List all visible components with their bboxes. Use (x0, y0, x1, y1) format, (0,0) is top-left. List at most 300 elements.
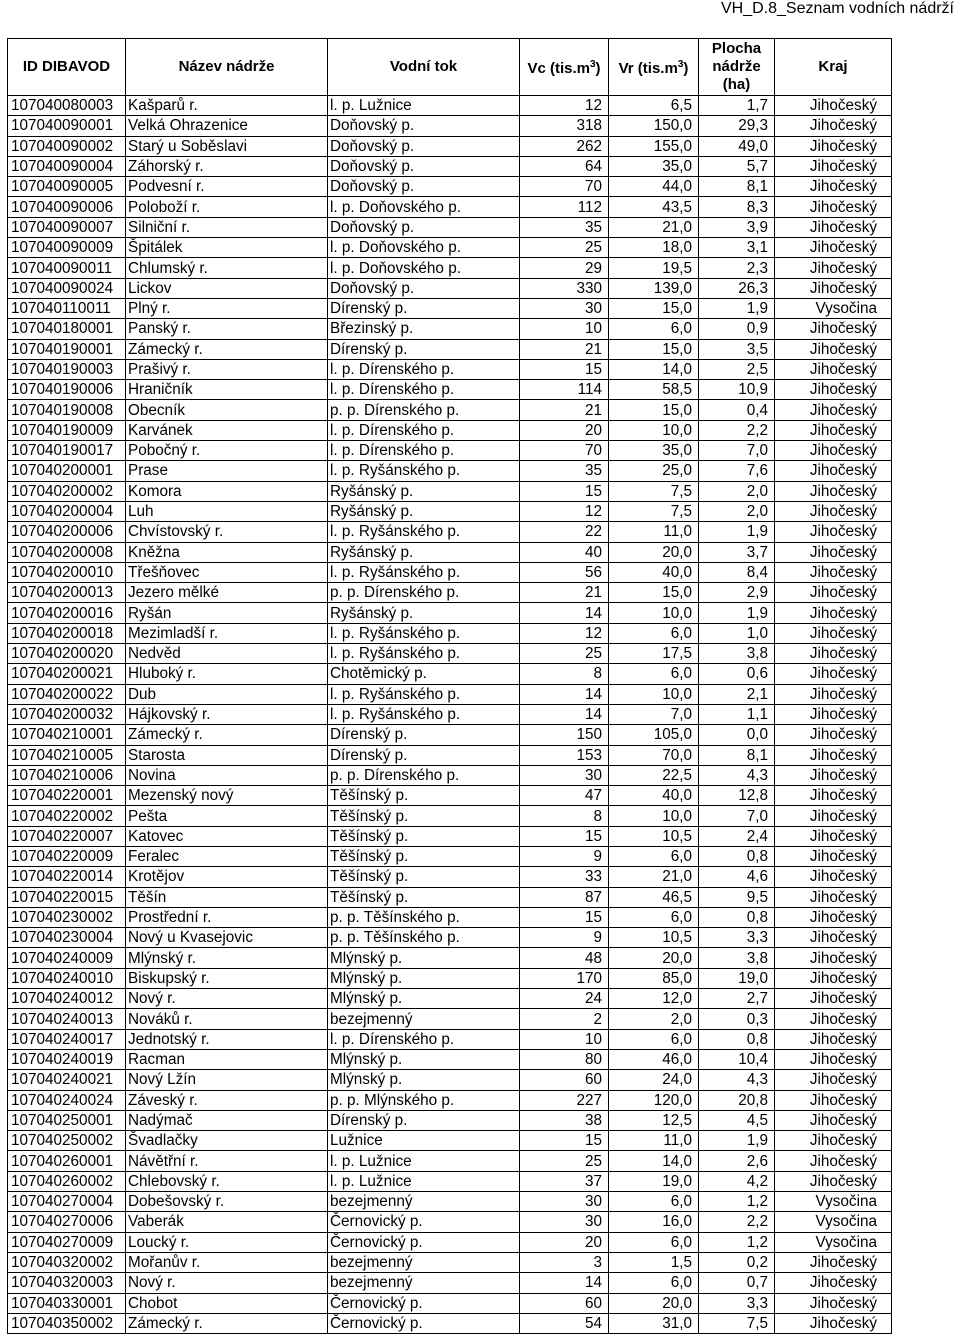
cell-region: Jihočeský (775, 664, 892, 684)
cell-name: Hluboký r. (126, 664, 328, 684)
table-row (8, 380, 892, 400)
cell-name: Chlebovský r. (126, 1171, 328, 1191)
cell-region: Jihočeský (775, 887, 892, 907)
cell-stream: Ryšánský p. (328, 481, 520, 501)
cell-stream: Doňovský p. (328, 136, 520, 156)
cell-vr: 7,0 (609, 704, 699, 724)
cell-name: Nový Lžín (126, 1070, 328, 1090)
cell-name: Špitálek (126, 238, 328, 258)
cell-area: 2,9 (699, 583, 775, 603)
cell-vc: 12 (520, 501, 609, 521)
cell-vr: 10,0 (609, 684, 699, 704)
cell-region: Jihočeský (775, 197, 892, 217)
cell-stream: Dírenský p. (328, 339, 520, 359)
cell-id: 107040200032 (8, 704, 126, 724)
cell-vc: 56 (520, 562, 609, 582)
cell-area: 9,5 (699, 887, 775, 907)
cell-name: Poloboží r. (126, 197, 328, 217)
cell-region: Jihočeský (775, 1110, 892, 1130)
cell-region: Jihočeský (775, 501, 892, 521)
column-header-vc: Vc $(tis.m^3)$ (520, 39, 609, 96)
table-row (8, 583, 892, 603)
cell-id: 107040250002 (8, 1131, 126, 1151)
cell-area: 1,2 (699, 1232, 775, 1252)
cell-region: Jihočeský (775, 1293, 892, 1313)
cell-vr: 7,5 (609, 501, 699, 521)
cell-vc: 14 (520, 704, 609, 724)
cell-vr: 105,0 (609, 725, 699, 745)
cell-stream: p. p. Dírenského p. (328, 765, 520, 785)
cell-vc: 318 (520, 116, 609, 136)
table-row (8, 968, 892, 988)
cell-stream: l. p. Lužnice (328, 1171, 520, 1191)
cell-vr: 20,0 (609, 542, 699, 562)
cell-area: 49,0 (699, 136, 775, 156)
cell-region: Jihočeský (775, 420, 892, 440)
cell-stream: l. p. Doňovského p. (328, 197, 520, 217)
cell-stream: l. p. Ryšánského p. (328, 461, 520, 481)
cell-name: Prašivý r. (126, 359, 328, 379)
cell-vr: 35,0 (609, 441, 699, 461)
table-row (8, 846, 892, 866)
cell-id: 107040220009 (8, 846, 126, 866)
cell-region: Jihočeský (775, 136, 892, 156)
cell-vc: 64 (520, 156, 609, 176)
cell-vc: 24 (520, 989, 609, 1009)
cell-vc: 30 (520, 765, 609, 785)
cell-id: 107040240012 (8, 989, 126, 1009)
table-row (8, 522, 892, 542)
cell-id: 107040260002 (8, 1171, 126, 1191)
cell-stream: bezejmenný (328, 1009, 520, 1029)
cell-id: 107040270006 (8, 1212, 126, 1232)
cell-stream: Doňovský p. (328, 156, 520, 176)
cell-id: 107040200020 (8, 644, 126, 664)
cell-vr: 43,5 (609, 197, 699, 217)
cell-region: Jihočeský (775, 725, 892, 745)
table-row (8, 116, 892, 136)
cell-stream: Těšínský p. (328, 867, 520, 887)
cell-vc: 153 (520, 745, 609, 765)
cell-area: 4,2 (699, 1171, 775, 1191)
table-row (8, 603, 892, 623)
cell-vr: 10,0 (609, 420, 699, 440)
table-row (8, 1070, 892, 1090)
cell-name: Chobot (126, 1293, 328, 1313)
cell-vr: 20,0 (609, 948, 699, 968)
cell-stream: l. p. Lužnice (328, 1151, 520, 1171)
cell-vr: 155,0 (609, 136, 699, 156)
cell-id: 107040090006 (8, 197, 126, 217)
cell-vr: 16,0 (609, 1212, 699, 1232)
cell-id: 107040240009 (8, 948, 126, 968)
table-row (8, 1131, 892, 1151)
cell-stream: p. p. Dírenského p. (328, 583, 520, 603)
cell-id: 107040110011 (8, 298, 126, 318)
cell-vr: 21,0 (609, 217, 699, 237)
cell-area: 7,6 (699, 461, 775, 481)
cell-vr: 1,5 (609, 1252, 699, 1272)
cell-stream: Těšínský p. (328, 846, 520, 866)
cell-vr: 6,0 (609, 846, 699, 866)
cell-area: 2,7 (699, 989, 775, 1009)
cell-vc: 35 (520, 461, 609, 481)
table-row (8, 1049, 892, 1069)
cell-vc: 20 (520, 1232, 609, 1252)
cell-region: Jihočeský (775, 846, 892, 866)
cell-id: 107040200013 (8, 583, 126, 603)
table-row (8, 1090, 892, 1110)
table-row (8, 725, 892, 745)
cell-area: 0,8 (699, 846, 775, 866)
cell-vc: 25 (520, 1151, 609, 1171)
cell-id: 107040190009 (8, 420, 126, 440)
cell-area: 26,3 (699, 278, 775, 298)
cell-region: Jihočeský (775, 481, 892, 501)
cell-region: Jihočeský (775, 583, 892, 603)
table-row (8, 400, 892, 420)
cell-name: Starosta (126, 745, 328, 765)
cell-id: 107040220014 (8, 867, 126, 887)
cell-id: 107040090005 (8, 177, 126, 197)
cell-stream: bezejmenný (328, 1252, 520, 1272)
cell-area: 3,8 (699, 644, 775, 664)
cell-name: Hraničník (126, 380, 328, 400)
cell-area: 5,7 (699, 156, 775, 176)
cell-region: Jihočeský (775, 156, 892, 176)
cell-vr: 10,5 (609, 928, 699, 948)
cell-area: 2,5 (699, 359, 775, 379)
cell-region: Jihočeský (775, 380, 892, 400)
table-row (8, 826, 892, 846)
cell-stream: Těšínský p. (328, 887, 520, 907)
cell-vr: 11,0 (609, 522, 699, 542)
table-row (8, 684, 892, 704)
column-header-name: Název nádrže (126, 39, 328, 96)
cell-area: 19,0 (699, 968, 775, 988)
cell-vc: 9 (520, 928, 609, 948)
cell-stream: Lužnice (328, 1131, 520, 1151)
cell-region: Vysočina (775, 1212, 892, 1232)
cell-vc: 170 (520, 968, 609, 988)
cell-name: Starý u Soběslavi (126, 136, 328, 156)
cell-name: Nový u Kvasejovic (126, 928, 328, 948)
cell-region: Jihočeský (775, 968, 892, 988)
cell-name: Mlýnský r. (126, 948, 328, 968)
cell-region: Vysočina (775, 298, 892, 318)
cell-id: 107040330001 (8, 1293, 126, 1313)
cell-area: 2,3 (699, 258, 775, 278)
cell-vc: 21 (520, 339, 609, 359)
cell-id: 107040230004 (8, 928, 126, 948)
cell-area: 1,7 (699, 96, 775, 116)
cell-name: Luh (126, 501, 328, 521)
cell-region: Jihočeský (775, 1252, 892, 1272)
cell-stream: Těšínský p. (328, 806, 520, 826)
cell-vr: 15,0 (609, 583, 699, 603)
table-row (8, 562, 892, 582)
cell-name: Panský r. (126, 319, 328, 339)
cell-area: 1,0 (699, 623, 775, 643)
cell-name: Hájkovský r. (126, 704, 328, 724)
cell-area: 0,2 (699, 1252, 775, 1272)
cell-vr: 25,0 (609, 461, 699, 481)
column-header-region: Kraj (775, 39, 892, 96)
table-row (8, 501, 892, 521)
cell-stream: Těšínský p. (328, 826, 520, 846)
cell-stream: Dírenský p. (328, 745, 520, 765)
cell-area: 7,5 (699, 1313, 775, 1333)
cell-vr: 85,0 (609, 968, 699, 988)
cell-region: Jihočeský (775, 948, 892, 968)
cell-vc: 14 (520, 684, 609, 704)
table-row (8, 136, 892, 156)
cell-id: 107040090009 (8, 238, 126, 258)
cell-vr: 12,0 (609, 989, 699, 1009)
table-row (8, 1232, 892, 1252)
cell-vr: 40,0 (609, 562, 699, 582)
cell-area: 3,9 (699, 217, 775, 237)
cell-id: 107040190006 (8, 380, 126, 400)
cell-vr: 120,0 (609, 1090, 699, 1110)
column-header-vr: Vr $(tis.m^3)$ (609, 39, 699, 96)
cell-vr: 24,0 (609, 1070, 699, 1090)
cell-region: Jihočeský (775, 542, 892, 562)
cell-stream: Ryšánský p. (328, 603, 520, 623)
cell-stream: l. p. Doňovského p. (328, 238, 520, 258)
cell-vr: 44,0 (609, 177, 699, 197)
cell-area: 1,2 (699, 1192, 775, 1212)
cell-vr: 11,0 (609, 1131, 699, 1151)
cell-vc: 60 (520, 1070, 609, 1090)
cell-area: 10,9 (699, 380, 775, 400)
cell-id: 107040200004 (8, 501, 126, 521)
cell-vr: 15,0 (609, 339, 699, 359)
cell-area: 0,7 (699, 1273, 775, 1293)
cell-stream: bezejmenný (328, 1273, 520, 1293)
cell-vc: 10 (520, 1029, 609, 1049)
cell-region: Jihočeský (775, 867, 892, 887)
cell-id: 107040320003 (8, 1273, 126, 1293)
cell-name: Prase (126, 461, 328, 481)
cell-area: 2,2 (699, 420, 775, 440)
cell-vc: 20 (520, 420, 609, 440)
cell-region: Jihočeský (775, 907, 892, 927)
table-row (8, 278, 892, 298)
table-row (8, 420, 892, 440)
cell-id: 107040320002 (8, 1252, 126, 1272)
cell-area: 0,0 (699, 725, 775, 745)
cell-vc: 330 (520, 278, 609, 298)
cell-id: 107040220007 (8, 826, 126, 846)
table-row (8, 359, 892, 379)
cell-name: Švadlačky (126, 1131, 328, 1151)
cell-vr: 46,0 (609, 1049, 699, 1069)
cell-vc: 21 (520, 583, 609, 603)
cell-name: Kašparů r. (126, 96, 328, 116)
cell-region: Jihočeský (775, 826, 892, 846)
cell-area: 8,1 (699, 177, 775, 197)
cell-name: Pobočný r. (126, 441, 328, 461)
column-header-stream: Vodní tok (328, 39, 520, 96)
cell-id: 107040210005 (8, 745, 126, 765)
cell-stream: l. p. Ryšánského p. (328, 623, 520, 643)
cell-stream: Doňovský p. (328, 177, 520, 197)
cell-vr: 22,5 (609, 765, 699, 785)
cell-name: Nový r. (126, 1273, 328, 1293)
table-row (8, 238, 892, 258)
cell-area: 20,8 (699, 1090, 775, 1110)
cell-vr: 70,0 (609, 745, 699, 765)
cell-name: Mezimladší r. (126, 623, 328, 643)
table-row (8, 298, 892, 318)
cell-id: 107040240017 (8, 1029, 126, 1049)
cell-name: Komora (126, 481, 328, 501)
cell-name: Těšín (126, 887, 328, 907)
cell-id: 107040250001 (8, 1110, 126, 1130)
cell-stream: Černovický p. (328, 1212, 520, 1232)
cell-vc: 22 (520, 522, 609, 542)
cell-vc: 21 (520, 400, 609, 420)
cell-id: 107040200018 (8, 623, 126, 643)
table-row (8, 1171, 892, 1191)
cell-stream: l. p. Dírenského p. (328, 359, 520, 379)
cell-id: 107040210006 (8, 765, 126, 785)
cell-area: 4,3 (699, 765, 775, 785)
cell-name: Nováků r. (126, 1009, 328, 1029)
cell-area: 3,3 (699, 1293, 775, 1313)
cell-vr: 46,5 (609, 887, 699, 907)
cell-stream: p. p. Těšínského p. (328, 928, 520, 948)
cell-id: 107040190001 (8, 339, 126, 359)
cell-name: Mezenský nový (126, 786, 328, 806)
cell-name: Prostřední r. (126, 907, 328, 927)
cell-region: Jihočeský (775, 461, 892, 481)
cell-id: 107040240013 (8, 1009, 126, 1029)
table-row (8, 623, 892, 643)
cell-id: 107040200001 (8, 461, 126, 481)
cell-region: Jihočeský (775, 1313, 892, 1333)
cell-id: 107040200008 (8, 542, 126, 562)
cell-id: 107040080003 (8, 96, 126, 116)
cell-name: Feralec (126, 846, 328, 866)
cell-area: 1,1 (699, 704, 775, 724)
cell-stream: p. p. Dírenského p. (328, 400, 520, 420)
cell-id: 107040240024 (8, 1090, 126, 1110)
table-row (8, 786, 892, 806)
cell-vr: 12,5 (609, 1110, 699, 1130)
table-row (8, 928, 892, 948)
cell-stream: l. p. Ryšánského p. (328, 684, 520, 704)
cell-vc: 15 (520, 1131, 609, 1151)
cell-stream: l. p. Doňovského p. (328, 258, 520, 278)
cell-area: 0,6 (699, 664, 775, 684)
cell-vr: 6,0 (609, 623, 699, 643)
table-row (8, 664, 892, 684)
cell-name: Biskupský r. (126, 968, 328, 988)
cell-vc: 112 (520, 197, 609, 217)
cell-vc: 33 (520, 867, 609, 887)
cell-area: 2,0 (699, 501, 775, 521)
cell-vc: 3 (520, 1252, 609, 1272)
cell-region: Jihočeský (775, 1070, 892, 1090)
cell-id: 107040220015 (8, 887, 126, 907)
cell-id: 107040090024 (8, 278, 126, 298)
cell-region: Jihočeský (775, 603, 892, 623)
cell-vr: 6,0 (609, 1232, 699, 1252)
cell-vr: 150,0 (609, 116, 699, 136)
cell-id: 107040240010 (8, 968, 126, 988)
cell-name: Podvesní r. (126, 177, 328, 197)
cell-vr: 18,0 (609, 238, 699, 258)
cell-region: Jihočeský (775, 278, 892, 298)
cell-id: 107040350002 (8, 1313, 126, 1333)
cell-stream: l. p. Lužnice (328, 96, 520, 116)
cell-name: Racman (126, 1049, 328, 1069)
cell-vc: 15 (520, 359, 609, 379)
cell-region: Jihočeský (775, 400, 892, 420)
table-row (8, 1212, 892, 1232)
table-row (8, 1029, 892, 1049)
cell-area: 7,0 (699, 441, 775, 461)
cell-vr: 35,0 (609, 156, 699, 176)
table-row (8, 644, 892, 664)
cell-vr: 2,0 (609, 1009, 699, 1029)
table-header-row (8, 39, 892, 96)
cell-stream: l. p. Ryšánského p. (328, 644, 520, 664)
cell-vr: 139,0 (609, 278, 699, 298)
cell-stream: Mlýnský p. (328, 968, 520, 988)
document-reference: VH_D.8_Seznam vodních nádrží (720, 0, 954, 17)
cell-vr: 14,0 (609, 1151, 699, 1171)
cell-stream: Černovický p. (328, 1232, 520, 1252)
cell-region: Jihočeský (775, 562, 892, 582)
cell-vr: 6,5 (609, 96, 699, 116)
cell-vc: 114 (520, 380, 609, 400)
table-row (8, 319, 892, 339)
cell-name: Dub (126, 684, 328, 704)
cell-name: Nový r. (126, 989, 328, 1009)
cell-stream: l. p. Dírenského p. (328, 420, 520, 440)
cell-region: Jihočeský (775, 1029, 892, 1049)
cell-name: Ryšán (126, 603, 328, 623)
reservoir-table (7, 38, 892, 1334)
cell-vc: 14 (520, 1273, 609, 1293)
cell-region: Jihočeský (775, 1131, 892, 1151)
table-row (8, 441, 892, 461)
table-row (8, 765, 892, 785)
table-row (8, 1252, 892, 1272)
cell-vr: 14,0 (609, 359, 699, 379)
cell-name: Loucký r. (126, 1232, 328, 1252)
cell-region: Jihočeský (775, 339, 892, 359)
cell-vr: 6,0 (609, 1192, 699, 1212)
cell-id: 107040230002 (8, 907, 126, 927)
cell-vc: 25 (520, 238, 609, 258)
cell-vc: 15 (520, 481, 609, 501)
cell-name: Novina (126, 765, 328, 785)
cell-region: Jihočeský (775, 1171, 892, 1191)
cell-area: 0,3 (699, 1009, 775, 1029)
cell-stream: Doňovský p. (328, 278, 520, 298)
table-row (8, 1192, 892, 1212)
cell-vr: 10,0 (609, 806, 699, 826)
cell-area: 2,0 (699, 481, 775, 501)
table-row (8, 806, 892, 826)
column-header-area: Plocha nádrže (ha) (699, 39, 775, 96)
cell-stream: Mlýnský p. (328, 1070, 520, 1090)
cell-vr: 40,0 (609, 786, 699, 806)
